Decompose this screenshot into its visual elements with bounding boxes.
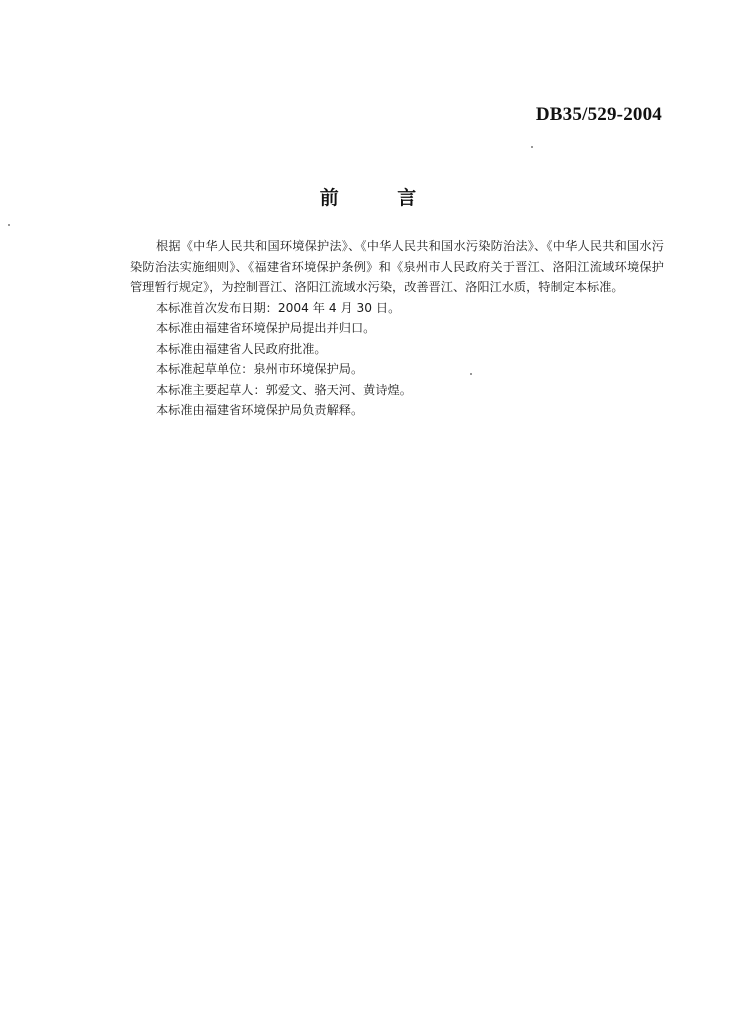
foreword-body <box>130 236 664 421</box>
paragraph-approver: 本标准由福建省人民政府批准。 <box>156 341 327 356</box>
paragraph-drafting-unit: 本标准起草单位：泉州市环境保护局。 <box>156 362 364 376</box>
scan-speck <box>8 224 10 226</box>
paragraph-drafters: 本标准主要起草人：郭爱文、骆天河、黄诗煌。 <box>156 382 412 397</box>
scan-speck <box>531 146 533 148</box>
paragraph-interpretation: 本标准由福建省环境保护局负责解释。 <box>156 403 364 417</box>
section-title: 前 言 <box>319 187 443 209</box>
paragraph-proposer: 本标准由福建省环境保护局提出并归口。 <box>156 321 376 335</box>
paragraph-legal-basis: 根据《中华人民共和国环境保护法》、《中华人民共和国水污染防治法》、《中华人民共和国水污染防治法实施细则》、《福建省环境保护条例》和《泉州市人民政府关于晋江、洛阳江流域环境保护管理暂行规定》，为控制晋江、洛阳江流域水污染，改善晋江、洛阳江水质，特制定本标准。 <box>130 239 664 294</box>
paragraph-release-date: 本标准首次发布日期：2004 年 4 月 30 日。 <box>156 300 401 315</box>
document-number: DB35/529-2004 <box>535 104 662 125</box>
scan-speck <box>470 373 472 375</box>
